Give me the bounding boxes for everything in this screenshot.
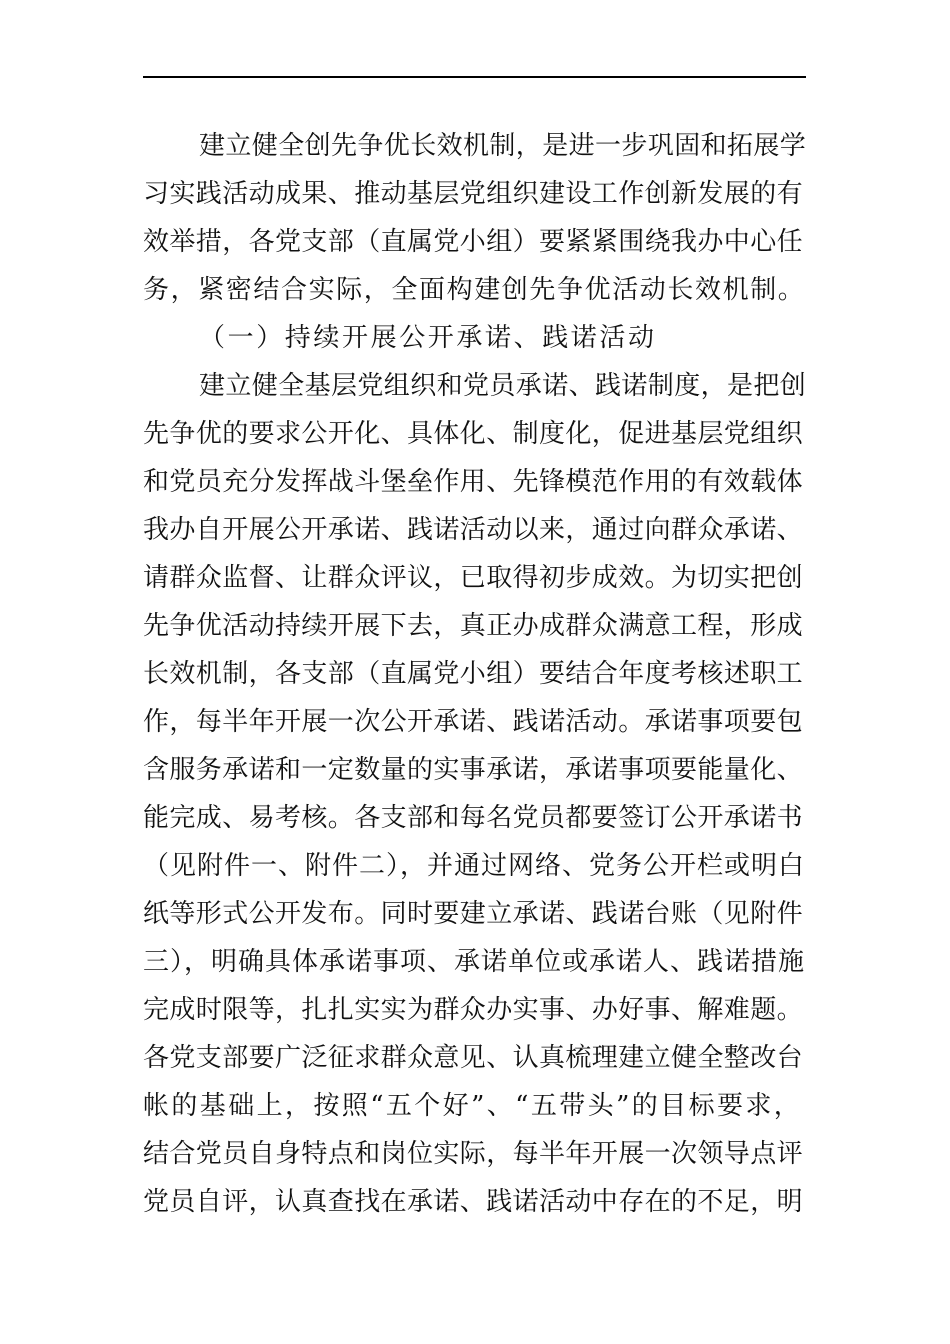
- paragraph-line: 先争优活动持续开展下去，真正办成群众满意工程，形成: [143, 611, 804, 641]
- paragraph-line: 纸等形式公开发布。同时要建立承诺、践诺台账（见附件: [143, 899, 804, 929]
- paragraph-line: 三），明确具体承诺事项、承诺单位或承诺人、践诺措施: [143, 947, 806, 977]
- paragraph-line: 我办自开展公开承诺、践诺活动以来，通过向群众承诺、: [143, 515, 804, 545]
- paragraph-line: 帐的基础上，按照“五个好”、“五带头”的目标要求，: [143, 1091, 803, 1121]
- paragraph-line: 先争优的要求公开化、具体化、制度化，促进基层党组织: [143, 419, 804, 449]
- paragraph-line: 请群众监督、让群众评议，已取得初步成效。为切实把创: [143, 563, 804, 593]
- paragraph-line: 习实践活动成果、推动基层党组织建设工作创新发展的有: [143, 179, 804, 209]
- paragraph-line: 作，每半年开展一次公开承诺、践诺活动。承诺事项要包: [143, 707, 804, 737]
- paragraph-line: 能完成、易考核。各支部和每名党员都要签订公开承诺书: [143, 803, 804, 833]
- paragraph-line: 和党员充分发挥战斗堡垒作用、先锋模范作用的有效载体: [143, 467, 804, 497]
- paragraph-line: 长效机制，各支部（直属党小组）要结合年度考核述职工: [143, 659, 804, 689]
- document-body: [143, 122, 806, 1226]
- paragraph-line: 党员自评，认真查找在承诺、践诺活动中存在的不足，明: [143, 1187, 804, 1217]
- paragraph-line: 结合党员自身特点和岗位实际，每半年开展一次领导点评: [143, 1139, 804, 1169]
- header-rule: [143, 76, 806, 78]
- paragraph-line: 建立健全基层党组织和党员承诺、践诺制度，是把创: [199, 371, 807, 401]
- paragraph-line: 效举措，各党支部（直属党小组）要紧紧围绕我办中心任: [143, 227, 804, 257]
- paragraph-line: 含服务承诺和一定数量的实事承诺，承诺事项要能量化、: [143, 755, 804, 785]
- paragraph-line: 完成时限等，扎扎实实为群众办实事、办好事、解难题。: [143, 995, 804, 1025]
- section-heading: （一）持续开展公开承诺、践诺活动: [199, 323, 657, 353]
- paragraph-line: 务，紧密结合实际，全面构建创先争优活动长效机制。: [143, 275, 806, 305]
- paragraph-line: 各党支部要广泛征求群众意见、认真梳理建立健全整改台: [143, 1043, 804, 1073]
- paragraph-line: 建立健全创先争优长效机制，是进一步巩固和拓展学: [199, 131, 807, 161]
- paragraph-line: （见附件一、附件二），并通过网络、党务公开栏或明白: [143, 851, 806, 881]
